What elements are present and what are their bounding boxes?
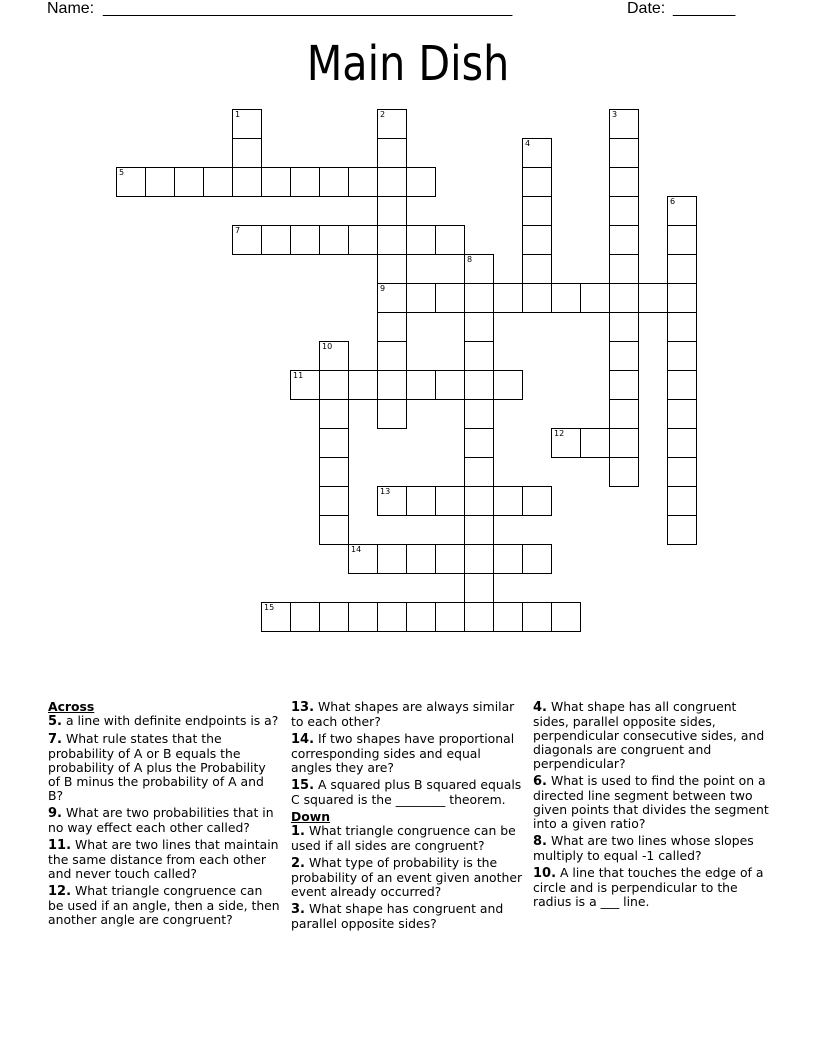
crossword-cell[interactable] (464, 428, 494, 458)
crossword-cell[interactable] (493, 283, 523, 313)
clue-number: 1. (291, 824, 305, 839)
crossword-cell[interactable] (667, 370, 697, 400)
crossword-cell[interactable] (435, 225, 465, 255)
crossword-cell[interactable] (319, 602, 349, 632)
crossword-cell[interactable] (203, 167, 233, 197)
date-field[interactable]: _______ (673, 0, 736, 17)
crossword-cell[interactable] (406, 225, 436, 255)
crossword-cell[interactable] (377, 544, 407, 574)
crossword-cell[interactable] (406, 602, 436, 632)
cell-number: 15 (264, 603, 275, 612)
crossword-cell[interactable] (464, 341, 494, 371)
crossword-cell[interactable] (464, 573, 494, 603)
crossword-cell[interactable] (377, 225, 407, 255)
clue-across-12 (48, 884, 280, 927)
clue-number: 8. (533, 834, 547, 849)
crossword-cell[interactable] (348, 602, 378, 632)
clue-text: What are two lines whose slopes multiply to equal -1 called? (533, 833, 754, 863)
crossword-cell[interactable] (667, 312, 697, 342)
crossword-cell[interactable] (406, 283, 436, 313)
crossword-cell[interactable] (464, 399, 494, 429)
crossword-cell[interactable] (667, 428, 697, 458)
crossword-cell[interactable] (667, 515, 697, 545)
crossword-cell[interactable] (406, 167, 436, 197)
crossword-cell[interactable] (232, 109, 262, 139)
clue-text: What shape has all congruent sides, parallel opposite sides, perpendicular consecutive sides, and diagonals are congruent and perpendicular? (533, 699, 765, 771)
crossword-cell[interactable] (609, 370, 639, 400)
crossword-cell[interactable] (290, 167, 320, 197)
page-title: Main Dish (306, 36, 510, 92)
crossword-cell[interactable] (377, 167, 407, 197)
cell-number: 14 (351, 545, 362, 554)
clue-down-3 (291, 902, 523, 931)
crossword-cell[interactable] (435, 283, 465, 313)
crossword-cell[interactable] (464, 544, 494, 574)
crossword-cell[interactable] (377, 486, 407, 516)
crossword-cell[interactable] (319, 515, 349, 545)
crossword-cell[interactable] (667, 254, 697, 284)
name-field[interactable]: ______________________________________________ (103, 0, 513, 17)
cell-number: 12 (554, 429, 565, 438)
clue-number: 3. (291, 902, 305, 917)
clue-number: 15. (291, 778, 315, 793)
crossword-cell[interactable] (551, 602, 581, 632)
crossword-cell[interactable] (290, 225, 320, 255)
clue-across-11 (48, 838, 280, 881)
clue-across-9 (48, 806, 280, 835)
clue-down-4 (533, 700, 769, 771)
crossword-cell[interactable] (580, 283, 610, 313)
clue-number: 10. (533, 866, 557, 881)
clue-down-6 (533, 774, 769, 831)
crossword-cell[interactable] (667, 341, 697, 371)
crossword-cell[interactable] (609, 399, 639, 429)
clue-number: 12. (48, 884, 72, 899)
clue-number: 5. (48, 714, 62, 729)
crossword-cell[interactable] (464, 457, 494, 487)
crossword-cell[interactable] (464, 312, 494, 342)
crossword-cell[interactable] (377, 312, 407, 342)
clue-across-15 (291, 778, 523, 807)
crossword-cell[interactable] (551, 428, 581, 458)
crossword-cell[interactable] (609, 225, 639, 255)
clue-across-5 (48, 714, 280, 729)
clue-text: What is used to find the point on a directed line segment between two given points that divides the segment into a given ratio? (533, 773, 769, 831)
clue-down-8 (533, 834, 769, 863)
crossword-cell[interactable] (348, 370, 378, 400)
crossword-cell[interactable] (493, 544, 523, 574)
crossword-cell[interactable] (377, 399, 407, 429)
clue-number: 11. (48, 838, 72, 853)
crossword-cell[interactable] (522, 138, 552, 168)
down-heading: Down (291, 809, 331, 824)
crossword-cell[interactable] (522, 486, 552, 516)
crossword-cell[interactable] (406, 486, 436, 516)
crossword-cell[interactable] (609, 109, 639, 139)
crossword-cell[interactable] (232, 225, 262, 255)
clue-text: A squared plus B squared equals C squared is the ________ theorem. (291, 777, 522, 807)
clue-number: 14. (291, 732, 315, 747)
cell-number: 6 (670, 197, 676, 206)
crossword-cell[interactable] (464, 254, 494, 284)
crossword-cell[interactable] (319, 341, 349, 371)
clue-text: What shapes are always similar to each other? (291, 699, 515, 729)
clue-text: What are two probabilities that in no way effect each other called? (48, 805, 274, 835)
crossword-cell[interactable] (522, 283, 552, 313)
crossword-cell[interactable] (551, 283, 581, 313)
crossword-cell[interactable] (319, 486, 349, 516)
crossword-cell[interactable] (638, 283, 668, 313)
clue-number: 9. (48, 806, 62, 821)
clue-down-10 (533, 866, 769, 909)
crossword-cell[interactable] (319, 167, 349, 197)
crossword-cell[interactable] (609, 196, 639, 226)
clues-column-3 (533, 700, 769, 912)
crossword-cell[interactable] (522, 167, 552, 197)
across-heading: Across (48, 699, 95, 714)
crossword-cell[interactable] (377, 283, 407, 313)
clue-across-14 (291, 732, 523, 775)
cell-number: 11 (293, 371, 304, 380)
clue-text: A line that touches the edge of a circle and is perpendicular to the radius is a ___ line. (533, 865, 764, 909)
crossword-cell[interactable] (319, 428, 349, 458)
crossword-cell[interactable] (522, 254, 552, 284)
crossword-cell[interactable] (522, 602, 552, 632)
cell-number: 9 (380, 284, 386, 293)
crossword-cell[interactable] (667, 486, 697, 516)
crossword-cell[interactable] (348, 225, 378, 255)
crossword-cell[interactable] (290, 370, 320, 400)
crossword-cell[interactable] (348, 167, 378, 197)
crossword-cell[interactable] (319, 370, 349, 400)
crossword-cell[interactable] (319, 225, 349, 255)
crossword-cell[interactable] (667, 283, 697, 313)
crossword-cell[interactable] (232, 167, 262, 197)
crossword-cell[interactable] (493, 370, 523, 400)
cell-number: 2 (380, 110, 386, 119)
crossword-cell[interactable] (319, 457, 349, 487)
crossword-cell[interactable] (667, 399, 697, 429)
crossword-cell[interactable] (522, 196, 552, 226)
crossword-cell[interactable] (145, 167, 175, 197)
cell-number: 7 (235, 226, 241, 235)
name-label: Name: (47, 0, 95, 17)
crossword-cell[interactable] (609, 167, 639, 197)
clues-column-1 (48, 700, 280, 930)
clue-across-13 (291, 700, 523, 729)
cell-number: 5 (119, 168, 125, 177)
crossword-cell[interactable] (261, 167, 291, 197)
clue-text: If two shapes have proportional corresponding sides and equal angles they are? (291, 731, 515, 775)
crossword-cell[interactable] (377, 602, 407, 632)
clue-text: What triangle congruence can be used if an angle, then a side, then another angle are congruent? (48, 883, 280, 927)
clue-text: What shape has congruent and parallel opposite sides? (291, 901, 504, 931)
crossword-cell[interactable] (464, 602, 494, 632)
clue-text: What triangle congruence can be used if all sides are congruent? (291, 823, 516, 853)
clue-across-7 (48, 732, 280, 803)
crossword-cell[interactable] (464, 515, 494, 545)
crossword-cell[interactable] (435, 370, 465, 400)
crossword-cell[interactable] (435, 544, 465, 574)
crossword-cell[interactable] (377, 370, 407, 400)
clue-text: What type of probability is the probability of an event given another event already occurred? (291, 855, 523, 899)
clue-text: What rule states that the probability of A or B equals the probability of A plus the Probability of B minus the probability of A and B? (48, 731, 266, 803)
clue-number: 2. (291, 856, 305, 871)
crossword-cell[interactable] (667, 196, 697, 226)
crossword-cell[interactable] (609, 457, 639, 487)
crossword-cell[interactable] (464, 370, 494, 400)
clue-number: 4. (533, 700, 547, 715)
crossword-cell[interactable] (319, 399, 349, 429)
crossword-cell[interactable] (116, 167, 146, 197)
crossword-cell[interactable] (667, 457, 697, 487)
cell-number: 10 (322, 342, 333, 351)
crossword-cell[interactable] (174, 167, 204, 197)
crossword-cell[interactable] (609, 428, 639, 458)
crossword-cell[interactable] (464, 283, 494, 313)
crossword-cell[interactable] (377, 254, 407, 284)
clue-text: What are two lines that maintain the same distance from each other and never touch called? (48, 837, 279, 881)
crossword-cell[interactable] (232, 138, 262, 168)
cell-number: 13 (380, 487, 391, 496)
date-label: Date: (627, 0, 666, 17)
crossword-cell[interactable] (493, 602, 523, 632)
crossword-cell[interactable] (377, 196, 407, 226)
crossword-cell[interactable] (435, 602, 465, 632)
crossword-cell[interactable] (580, 428, 610, 458)
crossword-cell[interactable] (609, 283, 639, 313)
crossword-cell[interactable] (406, 370, 436, 400)
crossword-cell[interactable] (406, 544, 436, 574)
clue-text: a line with definite endpoints is a? (65, 713, 279, 728)
crossword-cell[interactable] (464, 486, 494, 516)
crossword-cell[interactable] (609, 312, 639, 342)
crossword-cell[interactable] (261, 602, 291, 632)
cell-number: 3 (612, 110, 618, 119)
crossword-cell[interactable] (493, 486, 523, 516)
clue-down-2 (291, 856, 523, 899)
crossword-cell[interactable] (609, 254, 639, 284)
crossword-cell[interactable] (667, 225, 697, 255)
cell-number: 1 (235, 110, 241, 119)
crossword-cell[interactable] (377, 341, 407, 371)
crossword-cell[interactable] (522, 544, 552, 574)
clues-column-2 (291, 700, 523, 934)
crossword-cell[interactable] (609, 341, 639, 371)
clue-number: 7. (48, 732, 62, 747)
cell-number: 4 (525, 139, 531, 148)
crossword-cell[interactable] (377, 138, 407, 168)
crossword-cell[interactable] (522, 225, 552, 255)
crossword-cell[interactable] (261, 225, 291, 255)
clue-down-1 (291, 824, 523, 853)
cell-number: 8 (467, 255, 473, 264)
clue-number: 13. (291, 700, 315, 715)
crossword-cell[interactable] (377, 109, 407, 139)
clue-number: 6. (533, 774, 547, 789)
crossword-cell[interactable] (348, 544, 378, 574)
crossword-cell[interactable] (609, 138, 639, 168)
crossword-cell[interactable] (435, 486, 465, 516)
crossword-cell[interactable] (290, 602, 320, 632)
